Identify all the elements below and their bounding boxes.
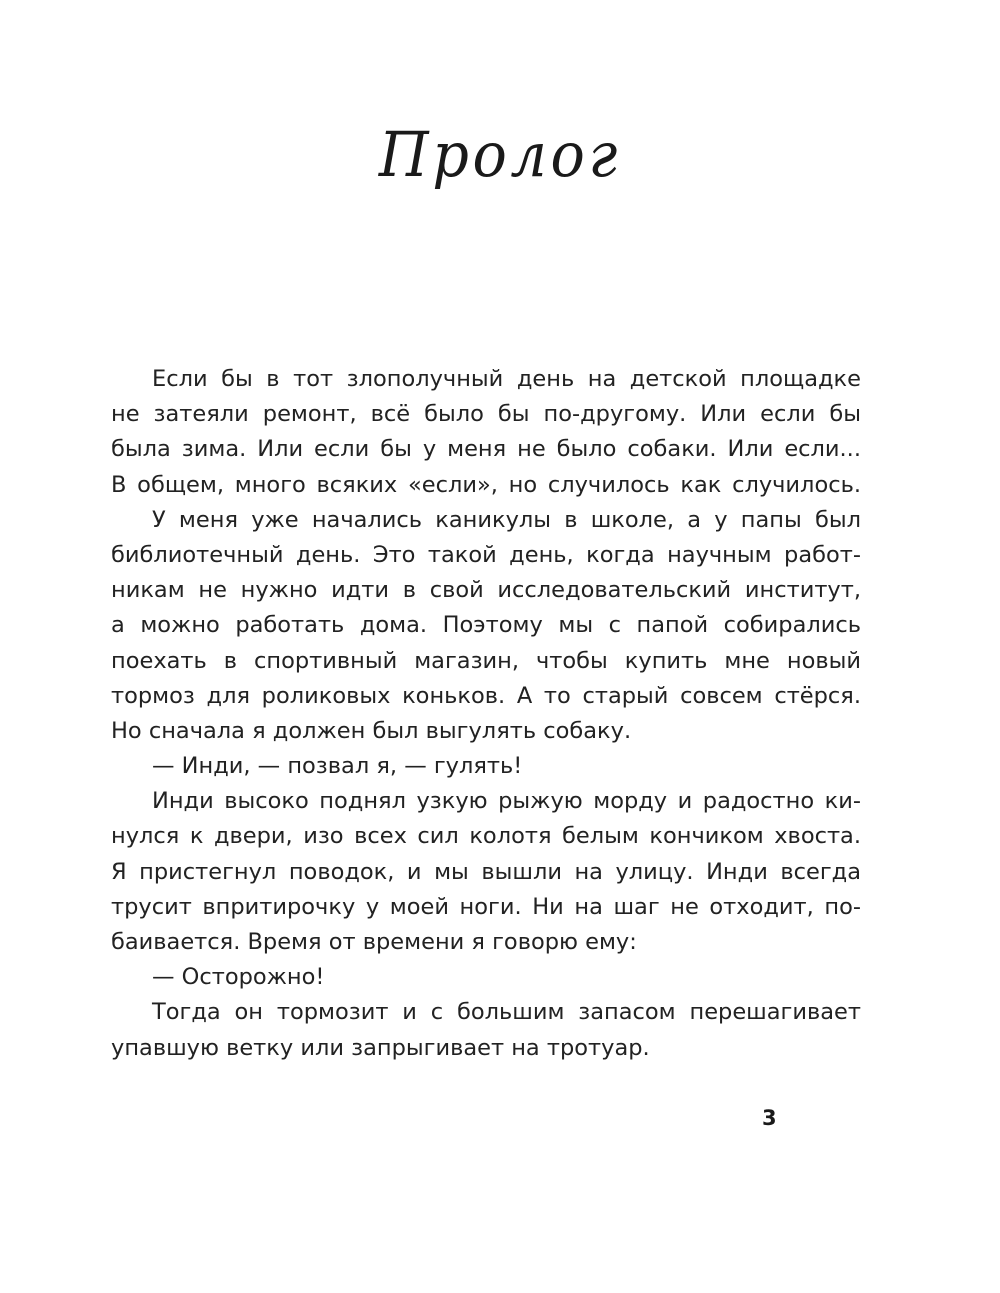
text-line: баивается. Время от времени я говорю ему: (111, 929, 637, 955)
page-number: 3 (762, 1106, 777, 1130)
text-line: Но сначала я должен был выгулять собаку. (111, 717, 632, 744)
text-line: библиотечный день. Это такой день, когда научным работ- (111, 541, 861, 568)
dialogue-line: — Осторожно! (152, 964, 325, 991)
text-line: а можно работать дома. Поэтому мы с папой собирались (111, 612, 861, 639)
text-line: В общем, много всяких «если», но случилось как случилось. (111, 471, 861, 498)
chapter-title: Пролог (378, 118, 622, 191)
text-line: трусит впритирочку у моей ноги. Ни на шаг не отходит, по- (111, 893, 861, 920)
text-line: Я пристегнул поводок, и мы вышли на улицу. Инди всегда (111, 858, 861, 885)
text-line: Тогда он тормозит и с большим запасом перешагивает (152, 999, 861, 1026)
text-line: У меня уже начались каникулы в школе, а у папы был (152, 506, 861, 533)
dialogue-line: — Инди, — позвал я, — гулять! (152, 753, 523, 780)
text-line: тормоз для роликовых коньков. А то старый совсем стёрся. (111, 682, 861, 709)
text-line: была зима. Или если бы у меня не было собаки. Или если... (111, 436, 861, 463)
text-line: поехать в спортивный магазин, чтобы купить мне новый (111, 647, 861, 674)
text-line: не затеяли ремонт, всё было бы по-другому. Или если бы (111, 401, 861, 428)
text-line: никам не нужно идти в свой исследовательский институт, (111, 577, 861, 604)
text-line: Инди высоко поднял узкую рыжую морду и радостно ки- (152, 788, 861, 815)
chapter-body (111, 362, 861, 1066)
text-line: Если бы в тот злополучный день на детской площадке (152, 366, 861, 392)
text-line: упавшую ветку или запрыгивает на тротуар. (111, 1034, 650, 1061)
text-line: нулся к двери, изо всех сил колотя белым кончиком хвоста. (111, 823, 861, 850)
